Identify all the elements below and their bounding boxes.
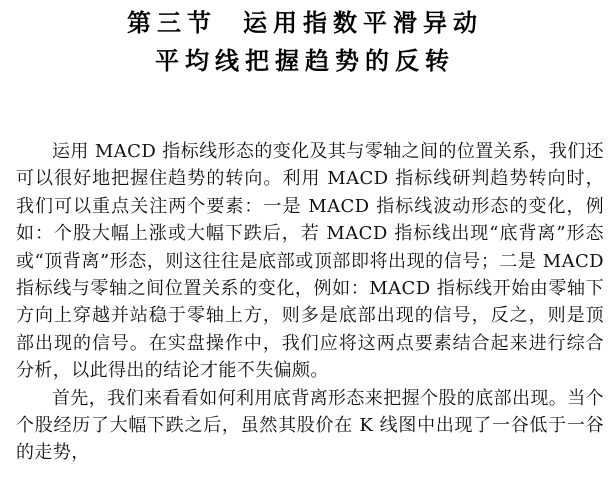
heading-line-2 — [0, 42, 610, 80]
paragraph-bottom-divergence: 首先，我们来看看如何利用底背离形态来把握个股的底部出现。当个个股经历了大幅下跌之后，虽然其股价在 K 线图中出现了一谷低于一谷的走势， — [16, 387, 604, 464]
section-number: 第三节 — [127, 8, 217, 37]
chapter-heading — [0, 4, 610, 80]
body-text — [16, 138, 604, 467]
paragraph-macd-overview: 运用 MACD 指标线形态的变化及其与零轴之间的位置关系，我们还可以很好地把握住趋势的转向。利用 MACD 指标线研判趋势转向时，我们可以重点关注两个要素：一是 MACD 指标线波动形态的变化，例如：个股大幅上涨或大幅下跌后，若 MACD 指标线出现“底背离”形态或“顶背离”形态，则这往往是底部或顶部即将出现的信号；二是 MACD 指标线与零轴之间位置关系的变化，例如：MACD 指标线开始由零轴下方向上穿越并站稳于零轴上方，则多是底部出现的信号，反之，则是顶部出现的信号。在实盘操作中，我们应将这两点要素结合起来进行综合分析，以此得出的结论才能不失偏颇。 — [16, 141, 604, 382]
heading-title-part-1: 运用指数平滑异动 — [243, 8, 483, 37]
heading-line-1 — [0, 4, 610, 42]
heading-title-part-2: 平均线把握趋势的反转 — [155, 46, 455, 75]
